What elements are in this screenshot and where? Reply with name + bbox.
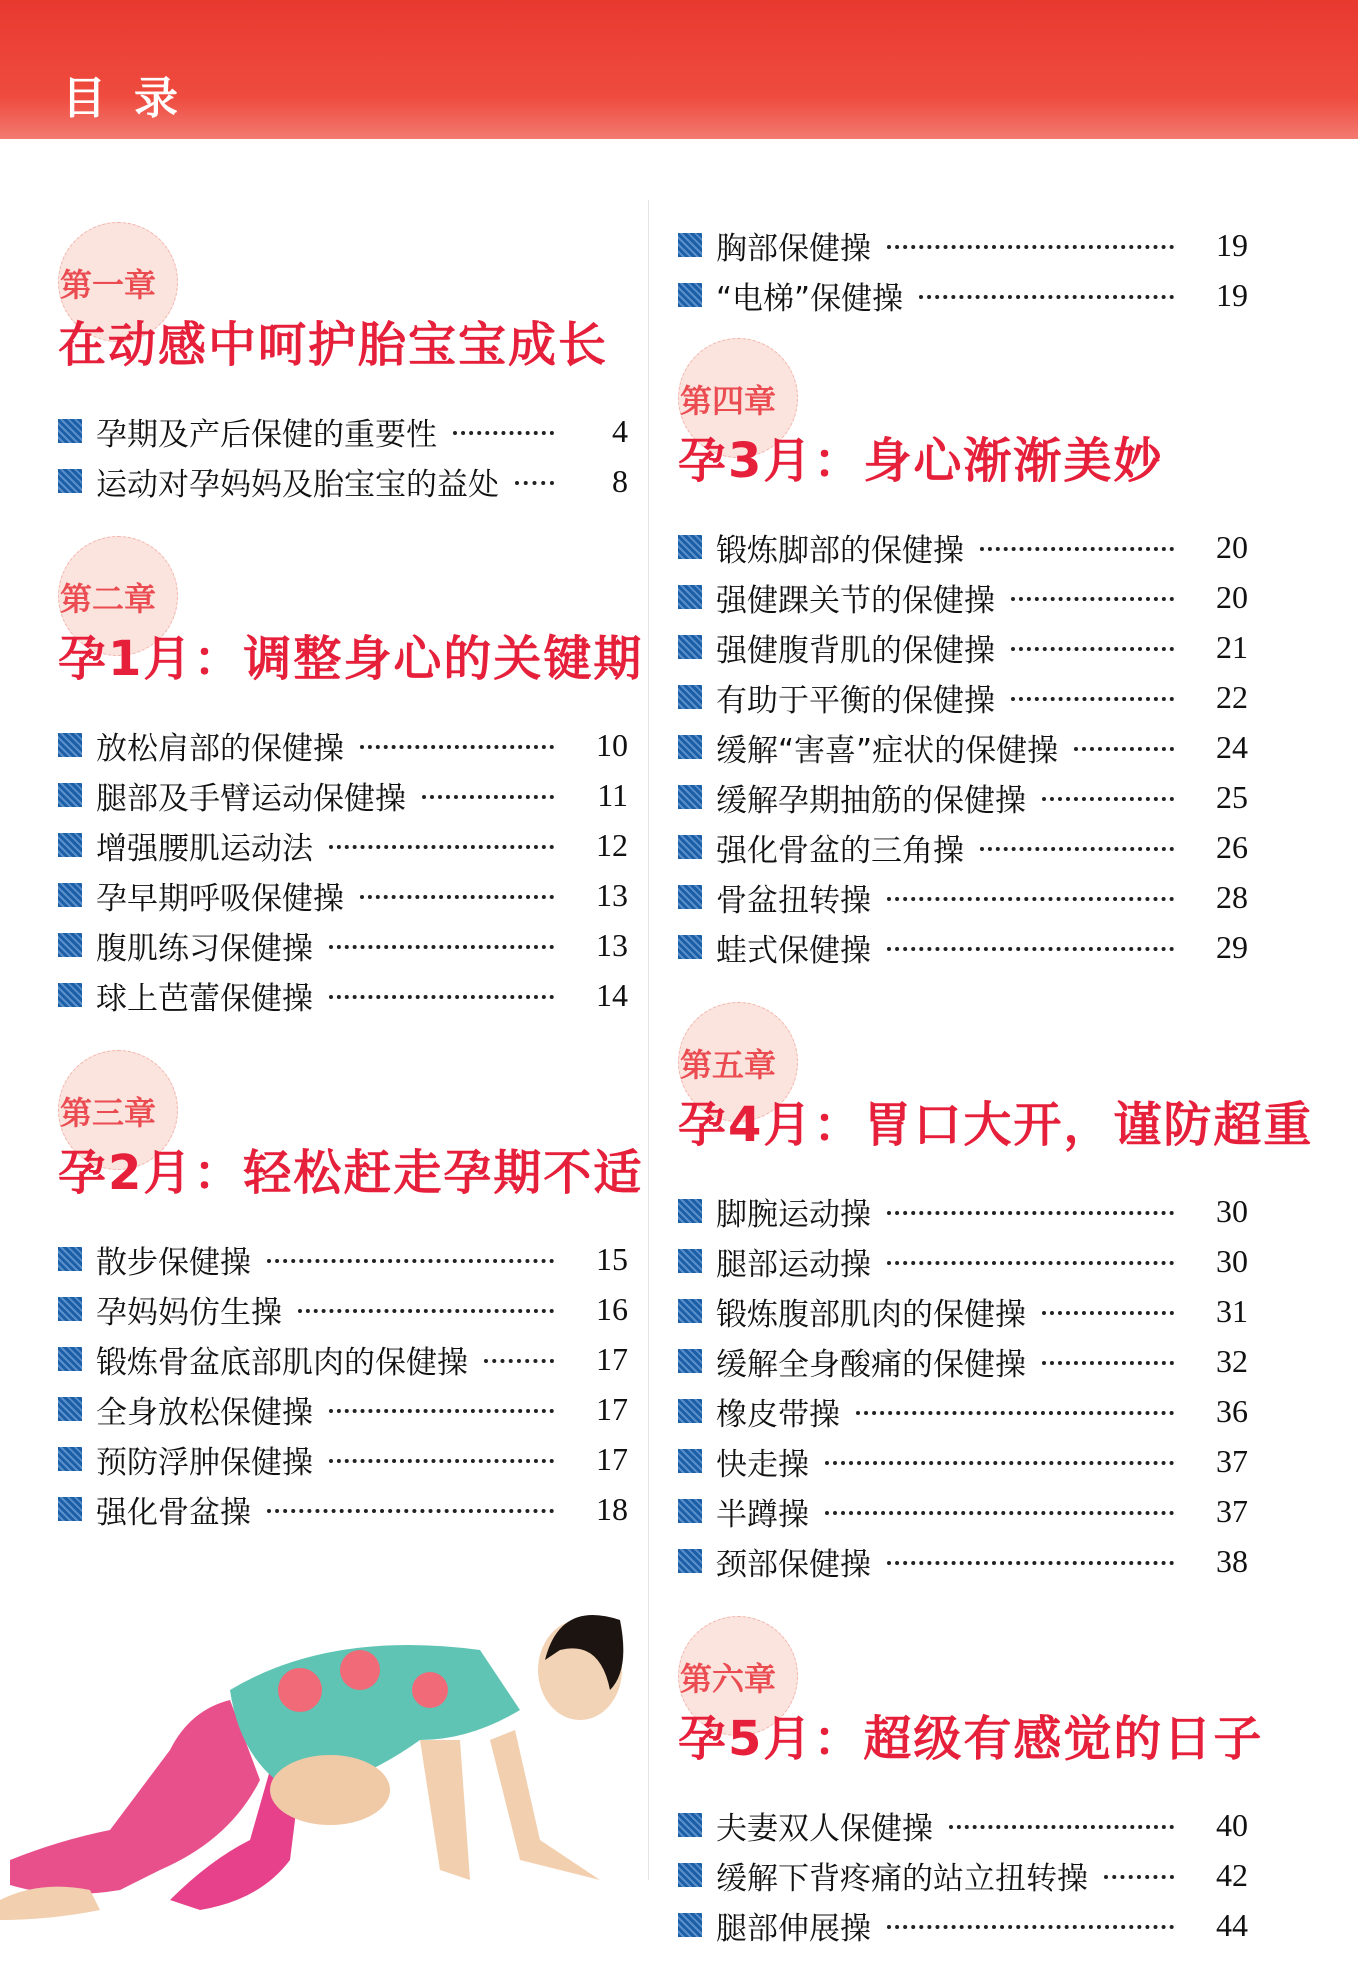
dot-leader xyxy=(1011,647,1174,651)
bullet-square-icon xyxy=(58,1347,82,1371)
dot-leader xyxy=(1042,797,1174,801)
chapter-entries xyxy=(678,1800,1248,1950)
bullet-square-icon xyxy=(678,1813,702,1837)
dot-leader xyxy=(825,1461,1174,1465)
bullet-square-icon xyxy=(678,1249,702,1273)
bullet-square-icon xyxy=(678,885,702,909)
entry-title: 腿部伸展操 xyxy=(716,1910,871,1947)
chapter-entries xyxy=(58,1234,628,1534)
dot-leader xyxy=(329,1459,554,1463)
dot-leader xyxy=(515,481,554,485)
page-number: 25 xyxy=(1216,778,1248,815)
toc-entry[interactable] xyxy=(678,1336,1248,1386)
dot-leader xyxy=(360,745,554,749)
bullet-square-icon xyxy=(678,735,702,759)
entry-title: 橡皮带操 xyxy=(716,1396,840,1433)
page-number: 18 xyxy=(596,1490,628,1527)
dot-leader xyxy=(856,1411,1174,1415)
chapter-entries xyxy=(58,406,628,506)
bullet-square-icon xyxy=(678,935,702,959)
dot-leader xyxy=(949,1825,1174,1829)
dot-leader xyxy=(298,1309,554,1313)
bullet-square-icon xyxy=(58,883,82,907)
bullet-square-icon xyxy=(58,1397,82,1421)
entry-title: 缓解下背疼痛的站立扭转操 xyxy=(716,1860,1088,1897)
bullet-square-icon xyxy=(678,785,702,809)
chapter-number: 第一章 xyxy=(60,266,157,304)
bullet-square-icon xyxy=(678,1199,702,1223)
page-number: 17 xyxy=(596,1340,628,1377)
bullet-square-icon xyxy=(678,283,702,307)
entry-title: “电梯”保健操 xyxy=(716,280,904,317)
entry-title: 半蹲操 xyxy=(716,1496,809,1533)
page-number: 26 xyxy=(1216,828,1248,865)
chapter-entries xyxy=(678,522,1248,972)
bullet-square-icon xyxy=(58,783,82,807)
toc-entry[interactable] xyxy=(678,872,1248,922)
bullet-square-icon xyxy=(58,983,82,1007)
dot-leader xyxy=(887,1211,1174,1215)
page-number: 40 xyxy=(1216,1806,1248,1843)
toc-entry[interactable] xyxy=(678,622,1248,672)
entry-title: 锻炼骨盆底部肌肉的保健操 xyxy=(96,1344,468,1381)
toc-entry[interactable] xyxy=(58,1384,628,1434)
chapter-number: 第二章 xyxy=(60,580,157,618)
entry-title: 强化骨盆的三角操 xyxy=(716,832,964,869)
toc-entry[interactable] xyxy=(58,770,628,820)
entry-title: 放松肩部的保健操 xyxy=(96,730,344,767)
toc-entry[interactable] xyxy=(678,220,1248,270)
chapter-entries xyxy=(58,720,628,1020)
chapter-title[interactable]: 在动感中呵护胎宝宝成长 xyxy=(58,317,609,373)
toc-entry[interactable] xyxy=(678,822,1248,872)
toc-entry[interactable] xyxy=(678,1386,1248,1436)
toc-entry[interactable] xyxy=(678,1186,1248,1236)
dot-leader xyxy=(1042,1311,1174,1315)
bullet-square-icon xyxy=(678,535,702,559)
dot-leader xyxy=(887,1925,1174,1929)
entry-title: 快走操 xyxy=(716,1446,809,1483)
toc-entry[interactable] xyxy=(678,1236,1248,1286)
bullet-square-icon xyxy=(678,1499,702,1523)
entry-title: 强健腹背肌的保健操 xyxy=(716,632,995,669)
page-number: 44 xyxy=(1216,1906,1248,1943)
page-number: 24 xyxy=(1216,728,1248,765)
dot-leader xyxy=(267,1509,554,1513)
page-number: 10 xyxy=(596,726,628,763)
entry-title: 缓解孕期抽筋的保健操 xyxy=(716,782,1026,819)
page-number: 42 xyxy=(1216,1856,1248,1893)
entry-title: 夫妻双人保健操 xyxy=(716,1810,933,1847)
entry-title: 缓解“害喜”症状的保健操 xyxy=(716,732,1059,769)
entry-title: 预防浮肿保健操 xyxy=(96,1444,313,1481)
toc-entry[interactable] xyxy=(58,456,628,506)
chapter-title[interactable]: 孕3月：身心渐渐美妙 xyxy=(678,433,1164,489)
page-number: 13 xyxy=(596,876,628,913)
page-number: 32 xyxy=(1216,1342,1248,1379)
dot-leader xyxy=(1074,747,1174,751)
bullet-square-icon xyxy=(678,1863,702,1887)
toc-entry[interactable] xyxy=(58,1434,628,1484)
chapter-heading xyxy=(678,338,1248,488)
page-number: 22 xyxy=(1216,678,1248,715)
entry-title: 胸部保健操 xyxy=(716,230,871,267)
page-number: 37 xyxy=(1216,1442,1248,1479)
entry-title: 颈部保健操 xyxy=(716,1546,871,1583)
toc-entry[interactable] xyxy=(58,1484,628,1534)
bullet-square-icon xyxy=(58,1247,82,1271)
page-number: 16 xyxy=(596,1290,628,1327)
chapter-heading xyxy=(678,1002,1314,1153)
dot-leader xyxy=(1104,1875,1174,1879)
chapter-number: 第三章 xyxy=(60,1094,157,1132)
page-number: 20 xyxy=(1216,528,1248,565)
dot-leader xyxy=(1042,1361,1174,1365)
toc-entry[interactable] xyxy=(58,870,628,920)
entry-title: 骨盆扭转操 xyxy=(716,882,871,919)
bullet-square-icon xyxy=(678,835,702,859)
chapter-number: 第五章 xyxy=(680,1046,777,1084)
toc-entry[interactable] xyxy=(58,920,628,970)
page-number: 17 xyxy=(596,1390,628,1427)
dot-leader xyxy=(329,945,554,949)
bullet-square-icon xyxy=(678,1549,702,1573)
dot-leader xyxy=(887,947,1174,951)
bullet-square-icon xyxy=(678,635,702,659)
toc-entry[interactable] xyxy=(678,672,1248,722)
page-number: 38 xyxy=(1216,1542,1248,1579)
bullet-square-icon xyxy=(58,733,82,757)
page-number: 17 xyxy=(596,1440,628,1477)
dot-leader xyxy=(1011,697,1174,701)
bullet-square-icon xyxy=(678,585,702,609)
page-number: 21 xyxy=(1216,628,1248,665)
dot-leader xyxy=(267,1259,554,1263)
entry-title: 腹肌练习保健操 xyxy=(96,930,313,967)
dot-leader xyxy=(329,995,554,999)
entry-title: 蛙式保健操 xyxy=(716,932,871,969)
entry-title: 运动对孕妈妈及胎宝宝的益处 xyxy=(96,466,499,503)
dot-leader xyxy=(453,431,554,435)
toc-entry[interactable] xyxy=(678,922,1248,972)
chapter-title[interactable]: 孕5月：超级有感觉的日子 xyxy=(678,1711,1264,1767)
toc-entry[interactable] xyxy=(678,1800,1248,1850)
entry-title: 散步保健操 xyxy=(96,1244,251,1281)
entry-title: 全身放松保健操 xyxy=(96,1394,313,1431)
entry-title: 增强腰肌运动法 xyxy=(96,830,313,867)
dot-leader xyxy=(887,1561,1174,1565)
page-number: 30 xyxy=(1216,1192,1248,1229)
entry-title: 球上芭蕾保健操 xyxy=(96,980,313,1017)
toc-entry[interactable] xyxy=(678,270,1248,320)
dot-leader xyxy=(484,1359,554,1363)
header-band xyxy=(0,0,1358,139)
entry-title: 强化骨盆操 xyxy=(96,1494,251,1531)
pregnant-woman-exercise-photo xyxy=(0,1540,640,1940)
bullet-square-icon xyxy=(58,469,82,493)
toc-entry[interactable] xyxy=(678,1486,1248,1536)
column-divider xyxy=(648,200,649,1880)
bullet-square-icon xyxy=(678,1299,702,1323)
page-number: 8 xyxy=(612,462,628,499)
bullet-square-icon xyxy=(58,419,82,443)
left-column xyxy=(58,222,644,1564)
chapter-entries xyxy=(678,1186,1248,1586)
bullet-square-icon xyxy=(678,233,702,257)
page-number: 37 xyxy=(1216,1492,1248,1529)
chapter-number: 第六章 xyxy=(680,1660,777,1698)
chapter-title[interactable]: 孕2月：轻松赶走孕期不适 xyxy=(58,1145,644,1201)
entry-title: 腿部运动操 xyxy=(716,1246,871,1283)
page-number: 36 xyxy=(1216,1392,1248,1429)
page-number: 28 xyxy=(1216,878,1248,915)
dot-leader xyxy=(329,1409,554,1413)
toc-entry[interactable] xyxy=(678,722,1248,772)
entry-title: 孕早期呼吸保健操 xyxy=(96,880,344,917)
right-column xyxy=(678,220,1314,1980)
page-number: 19 xyxy=(1216,276,1248,313)
dot-leader xyxy=(360,895,554,899)
toc-entry[interactable] xyxy=(678,1286,1248,1336)
page-number: 15 xyxy=(596,1240,628,1277)
entry-title: 腿部及手臂运动保健操 xyxy=(96,780,406,817)
toc-entry[interactable] xyxy=(58,970,628,1020)
toc-entry[interactable] xyxy=(58,1334,628,1384)
toc-entry[interactable] xyxy=(58,720,628,770)
dot-leader xyxy=(329,845,554,849)
dot-leader xyxy=(887,245,1174,249)
dot-leader xyxy=(887,897,1174,901)
page-number: 13 xyxy=(596,926,628,963)
toc-entry[interactable] xyxy=(678,572,1248,622)
dot-leader xyxy=(980,847,1174,851)
toc-entry[interactable] xyxy=(58,820,628,870)
bullet-square-icon xyxy=(678,685,702,709)
bullet-square-icon xyxy=(678,1913,702,1937)
bullet-square-icon xyxy=(678,1399,702,1423)
bullet-square-icon xyxy=(678,1349,702,1373)
toc-entry[interactable] xyxy=(678,1436,1248,1486)
bullet-square-icon xyxy=(58,1497,82,1521)
entry-title: 缓解全身酸痛的保健操 xyxy=(716,1346,1026,1383)
chapter-heading xyxy=(58,1050,644,1201)
entry-title: 有助于平衡的保健操 xyxy=(716,682,995,719)
page-number: 31 xyxy=(1216,1292,1248,1329)
toc-entry[interactable] xyxy=(58,1284,628,1334)
entry-title: 孕妈妈仿生操 xyxy=(96,1294,282,1331)
dot-leader xyxy=(919,295,1174,299)
toc-entry[interactable] xyxy=(678,522,1248,572)
page-number: 11 xyxy=(597,776,628,813)
page-number: 12 xyxy=(596,826,628,863)
chapter-heading xyxy=(58,222,628,372)
toc-entry[interactable] xyxy=(58,406,628,456)
entry-title: 强健踝关节的保健操 xyxy=(716,582,995,619)
page-number: 30 xyxy=(1216,1242,1248,1279)
bullet-square-icon xyxy=(58,933,82,957)
dot-leader xyxy=(1011,597,1174,601)
page-number: 4 xyxy=(612,412,628,449)
chapter-title[interactable]: 孕1月：调整身心的关键期 xyxy=(58,631,644,687)
bullet-square-icon xyxy=(58,1447,82,1471)
dot-leader xyxy=(825,1511,1174,1515)
page-title: 目录 xyxy=(62,73,206,124)
bullet-square-icon xyxy=(678,1449,702,1473)
entry-title: 锻炼腹部肌肉的保健操 xyxy=(716,1296,1026,1333)
toc-entry[interactable] xyxy=(678,1850,1248,1900)
dot-leader xyxy=(980,547,1174,551)
page-number: 19 xyxy=(1216,226,1248,263)
dot-leader xyxy=(422,795,554,799)
entry-title: 锻炼脚部的保健操 xyxy=(716,532,964,569)
page-number: 14 xyxy=(596,976,628,1013)
chapter-heading xyxy=(678,1616,1264,1767)
entry-title: 脚腕运动操 xyxy=(716,1196,871,1233)
chapter-title[interactable]: 孕4月：胃口大开，谨防超重 xyxy=(678,1097,1314,1153)
dot-leader xyxy=(887,1261,1174,1265)
page-number: 20 xyxy=(1216,578,1248,615)
toc-entry[interactable] xyxy=(678,772,1248,822)
toc-entry[interactable] xyxy=(58,1234,628,1284)
bullet-square-icon xyxy=(58,1297,82,1321)
page-number: 29 xyxy=(1216,928,1248,965)
chapter-number: 第四章 xyxy=(680,382,777,420)
bullet-square-icon xyxy=(58,833,82,857)
entry-title: 孕期及产后保健的重要性 xyxy=(96,416,437,453)
chapter-heading xyxy=(58,536,644,687)
toc-entry[interactable] xyxy=(678,1536,1248,1586)
